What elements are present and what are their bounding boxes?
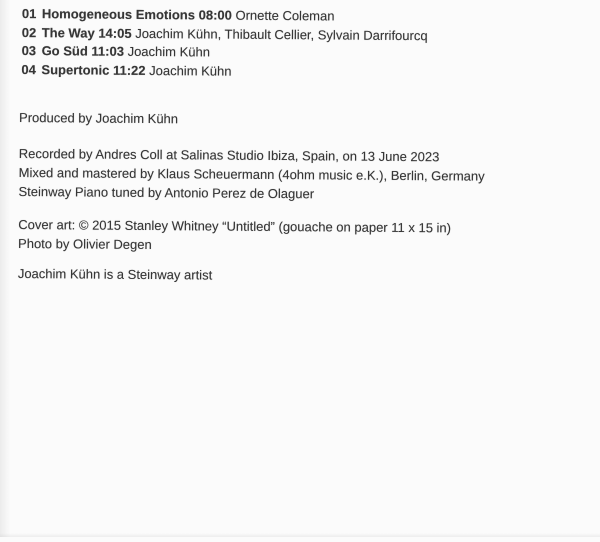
artwork-credits: [18, 215, 451, 256]
track-credits: Ornette Coleman: [235, 7, 335, 24]
steinway-artist-note: Joachim Kühn is a Steinway artist: [17, 265, 213, 283]
track-duration: 11:03: [91, 43, 125, 60]
photo-credit-line: Photo by Olivier Degen: [18, 235, 152, 253]
track-title: Go Süd: [41, 43, 88, 59]
track-list: [21, 5, 427, 83]
track-credits: Joachim Kühn, Thibault Cellier, Sylvain Darrifourcq: [135, 25, 428, 43]
recorded-line: Recorded by Andres Coll at Salinas Studio Ibiza, Spain, on 13 June 2023: [18, 145, 440, 165]
track-row: [21, 61, 427, 83]
track-duration: 14:05: [98, 25, 132, 41]
track-number: 02: [21, 24, 37, 40]
produced-credit: Produced by Joachim Kühn: [19, 109, 179, 127]
track-duration: 11:22: [112, 62, 146, 78]
piano-tuning-line: Steinway Piano tuned by Antonio Perez de Olaguer: [18, 183, 315, 202]
track-number: 01: [21, 6, 37, 22]
track-title: The Way: [41, 24, 95, 41]
track-title: Supertonic: [41, 61, 110, 78]
track-credits: Joachim Kühn: [127, 44, 211, 60]
track-duration: 08:00: [198, 7, 232, 23]
track-credits: Joachim Kühn: [149, 62, 232, 79]
mixed-mastered-line: Mixed and mastered by Klaus Scheuermann (4ohm music e.K.), Berlin, Germany: [18, 164, 485, 184]
recording-credits: [18, 144, 484, 205]
track-number: 04: [21, 61, 36, 77]
track-title: Homogeneous Emotions: [41, 6, 196, 23]
track-number: 03: [21, 43, 37, 59]
cover-art-line: Cover art: © 2015 Stanley Whitney “Untitled” (gouache on paper 11 x 15 in): [18, 216, 452, 236]
